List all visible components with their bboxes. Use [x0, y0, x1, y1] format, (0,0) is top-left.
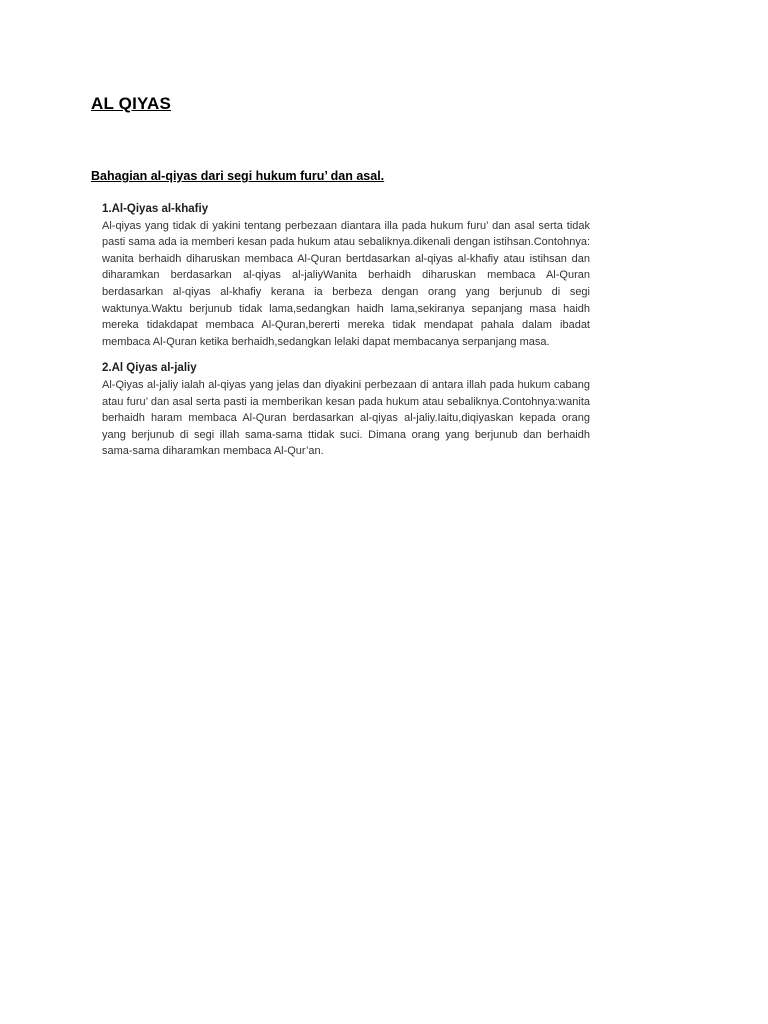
- section-heading: 1.Al-Qiyas al-khafiy: [102, 203, 209, 215]
- scanned-text-image: [102, 201, 590, 460]
- page-title: AL QIYAS: [91, 94, 172, 113]
- section-body: Al-Qiyas al-jaliy ialah al-qiyas yang jelas dan diyakini perbezaan di antara illah pada hukum cabang atau furu’ dan asal serta pasti ia memberikan kesan pada hukum atau sebaliknya.Contohnya:wanita berhaidh haram membaca Al-Quran berdasarkan al-qiyas al-jaliy.Iaitu,diqiyaskan kepada orang yang berjunub di segi illah sama-sama ttidak suci. Dimana orang yang berjunub dan berhaidh sama-sama diharamkan membaca Al-Qur’an.: [102, 378, 590, 458]
- section-body: Al-qiyas yang tidak di yakini tentang perbezaan diantara illa pada hukum furu’ dan asal serta tidak pasti sama ada ia memberi kesan pada hukum atau sebaliknya.dikenali dengan istihsan.Contohnya: wanita berhaidh diharuskan membaca Al-Quran bertdasarkan al-qiyas al-khafiy atau istihsan dan diharamkan berdasarkan al-qiyas al-jaliyWanita berhaidh diharuskan membaca Al-Quran berdasarkan al-qiyas al-khafiy kerana ia berbeza dengan orang yang berjunub di segi waktunya.Waktu berjunub tidak lama,sedangkan haidh lama,sekiranya sepanjang masa haidh mereka tidakdapat membaca Al-Quran,bererti mereka tidak mendapat pahala dalam ibadat membaca Al-Quran ketika berhaidh,sedangkan lelaki dapat membacanya serpanjang masa.: [102, 219, 590, 348]
- section-subheading: Bahagian al-qiyas dari segi hukum furu’ dan asal.: [91, 169, 385, 183]
- section-jaliy: [102, 360, 590, 460]
- section-heading: 2.Al Qiyas al-jaliy: [102, 362, 197, 375]
- section-khafiy: [102, 201, 590, 350]
